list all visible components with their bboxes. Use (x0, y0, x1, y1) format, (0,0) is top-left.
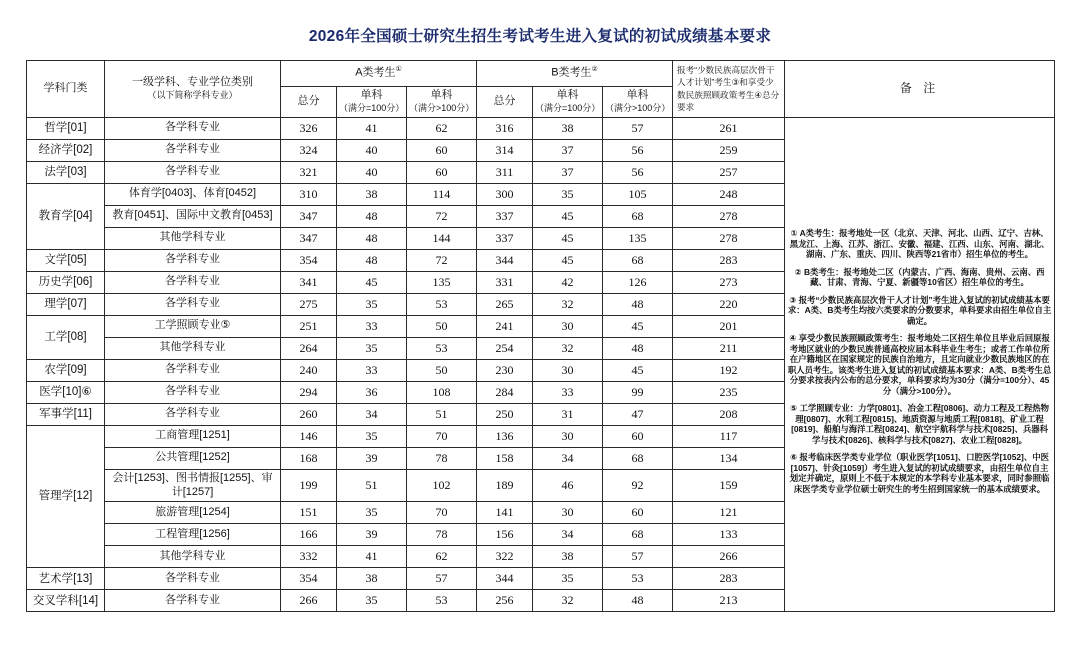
a-singleover100-cell: 70 (407, 502, 477, 524)
header-group-b-label: B类考生 (551, 66, 592, 79)
b-singleover100-cell: 57 (603, 117, 673, 139)
a-total-cell: 275 (281, 293, 337, 315)
a-single100-cell: 35 (337, 590, 407, 612)
discipline-category-cell: 管理学[12] (27, 425, 105, 568)
specialty-cell: 会计[1253]、图书情报[1255]、审计[1257] (105, 469, 281, 502)
a-single100-cell: 48 (337, 227, 407, 249)
specialty-cell: 各学科专业 (105, 249, 281, 271)
discipline-category-cell: 文学[05] (27, 249, 105, 271)
a-single100-cell: 40 (337, 161, 407, 183)
discipline-category-cell: 理学[07] (27, 293, 105, 315)
discipline-category-cell: 历史学[06] (27, 271, 105, 293)
b-singleover100-cell: 48 (603, 337, 673, 359)
b-singleover100-cell: 45 (603, 315, 673, 337)
b-singleover100-cell: 92 (603, 469, 673, 502)
b-total-cell: 331 (477, 271, 533, 293)
minority-total-cell: 278 (673, 205, 785, 227)
b-single100-cell: 45 (533, 249, 603, 271)
a-singleover100-cell: 70 (407, 425, 477, 447)
header-discipline-category: 学科门类 (27, 61, 105, 118)
table-row (27, 117, 1055, 139)
remark-note: ⑥ 报考临床医学类专业学位（职业医学[1051]、口腔医学[1052]、中医[1057]、针灸[1059]）考生进入复试的初试成绩要求，由招生单位自主划定并确定，原则上不低于本规定的本学科专业基本要求，同时参照临床医学类专业学位硕士研究生的考生招到国家统一的基本成绩要求。 (789, 452, 1050, 494)
b-single100-cell: 37 (533, 161, 603, 183)
b-total-cell: 311 (477, 161, 533, 183)
a-total-cell: 264 (281, 337, 337, 359)
b-single100-cell: 31 (533, 403, 603, 425)
b-singleover100-cell: 48 (603, 293, 673, 315)
specialty-cell: 各学科专业 (105, 590, 281, 612)
b-total-cell: 322 (477, 546, 533, 568)
a-single100-cell: 33 (337, 359, 407, 381)
a-single100-cell: 34 (337, 403, 407, 425)
b-total-cell: 156 (477, 524, 533, 546)
minority-total-cell: 278 (673, 227, 785, 249)
minority-total-cell: 208 (673, 403, 785, 425)
minority-total-cell: 283 (673, 568, 785, 590)
page-title: 2026年全国硕士研究生招生考试考生进入复试的初试成绩基本要求 (308, 28, 772, 45)
b-single100-cell: 45 (533, 205, 603, 227)
header-minority-policy: 报考“少数民族高层次骨干人才计划”考生③和享受少数民族照顾政策考生④总分要求 (673, 61, 785, 118)
b-single100-cell: 32 (533, 337, 603, 359)
specialty-cell: 工商管理[1251] (105, 425, 281, 447)
header-a-single-over100 (407, 87, 477, 118)
b-single100-cell: 32 (533, 293, 603, 315)
b-total-cell: 256 (477, 590, 533, 612)
b-singleover100-cell: 68 (603, 447, 673, 469)
b-singleover100-cell: 105 (603, 183, 673, 205)
b-singleover100-cell: 56 (603, 161, 673, 183)
specialty-cell: 各学科专业 (105, 359, 281, 381)
b-single100-cell: 45 (533, 227, 603, 249)
remark-note: ② B类考生：报考地处二区（内蒙古、广西、海南、贵州、云南、西藏、甘肃、青海、宁夏、新疆等10省区）招生单位的考生。 (794, 266, 1045, 288)
b-total-cell: 241 (477, 315, 533, 337)
b-total-cell: 344 (477, 249, 533, 271)
a-total-cell: 151 (281, 502, 337, 524)
a-single100-cell: 48 (337, 205, 407, 227)
a-single100-cell: 45 (337, 271, 407, 293)
a-singleover100-cell: 50 (407, 315, 477, 337)
a-singleover100-cell: 72 (407, 205, 477, 227)
header-first-level-sub: （以下简称学科专业） (147, 90, 238, 101)
a-single100-cell: 38 (337, 183, 407, 205)
b-single100-cell: 30 (533, 425, 603, 447)
specialty-cell: 各学科专业 (105, 568, 281, 590)
b-total-cell: 337 (477, 227, 533, 249)
b-single100-cell: 35 (533, 568, 603, 590)
a-single100-cell: 39 (337, 447, 407, 469)
remarks-cell (785, 117, 1055, 612)
discipline-category-cell: 经济学[02] (27, 139, 105, 161)
score-table-container (26, 60, 1054, 612)
minority-total-cell: 211 (673, 337, 785, 359)
a-singleover100-cell: 102 (407, 469, 477, 502)
specialty-cell: 各学科专业 (105, 293, 281, 315)
b-single100-cell: 32 (533, 590, 603, 612)
minority-total-cell: 134 (673, 447, 785, 469)
a-singleover100-cell: 114 (407, 183, 477, 205)
b-total-cell: 230 (477, 359, 533, 381)
a-single100-cell: 40 (337, 139, 407, 161)
b-singleover100-cell: 45 (603, 359, 673, 381)
header-b-single-over100-sub: （满分>100分） (605, 103, 671, 114)
b-total-cell: 158 (477, 447, 533, 469)
a-singleover100-cell: 53 (407, 293, 477, 315)
b-single100-cell: 30 (533, 315, 603, 337)
b-single100-cell: 34 (533, 524, 603, 546)
b-total-cell: 254 (477, 337, 533, 359)
b-singleover100-cell: 68 (603, 524, 673, 546)
table-body (27, 117, 1055, 612)
specialty-cell: 其他学科专业 (105, 337, 281, 359)
a-singleover100-cell: 62 (407, 117, 477, 139)
header-a-single-over100-main: 单科 (430, 89, 453, 102)
b-singleover100-cell: 57 (603, 546, 673, 568)
discipline-category-cell: 艺术学[13] (27, 568, 105, 590)
a-total-cell: 354 (281, 568, 337, 590)
b-single100-cell: 35 (533, 183, 603, 205)
a-total-cell: 354 (281, 249, 337, 271)
remark-note: ④ 享受少数民族照顾政策考生：报考地处二区招生单位且毕业后回原报考地区就业的少数民族普通高校应届本科毕业生考生；或者工作单位所在户籍地区在国家规定的民族自治地方，且定向就业少数民族地区的在职人员考生。该类考生进入复试的初试成绩基本要求：A类、B类考生总分要求按表内公布的总分要求，单科要求均为30分（满分=100分）、45分（满分>100分）。 (787, 333, 1052, 396)
a-singleover100-cell: 57 (407, 568, 477, 590)
discipline-category-cell: 交叉学科[14] (27, 590, 105, 612)
a-singleover100-cell: 78 (407, 524, 477, 546)
specialty-cell: 各学科专业 (105, 161, 281, 183)
specialty-cell: 体育学[0403]、体育[0452] (105, 183, 281, 205)
b-single100-cell: 30 (533, 359, 603, 381)
header-first-level-main: 一级学科、专业学位类别 (132, 76, 253, 89)
discipline-category-cell: 教育学[04] (27, 183, 105, 249)
header-group-b (477, 61, 673, 87)
header-first-level-discipline (105, 61, 281, 118)
minority-total-cell: 283 (673, 249, 785, 271)
header-a-single-100 (337, 87, 407, 118)
b-single100-cell: 38 (533, 546, 603, 568)
b-singleover100-cell: 47 (603, 403, 673, 425)
specialty-cell: 其他学科专业 (105, 227, 281, 249)
b-singleover100-cell: 48 (603, 590, 673, 612)
header-remarks: 备 注 (785, 61, 1055, 118)
score-requirements-table (26, 60, 1055, 612)
b-total-cell: 265 (477, 293, 533, 315)
b-singleover100-cell: 53 (603, 568, 673, 590)
header-b-single-100 (533, 87, 603, 118)
a-total-cell: 146 (281, 425, 337, 447)
specialty-cell: 各学科专业 (105, 403, 281, 425)
a-singleover100-cell: 50 (407, 359, 477, 381)
a-singleover100-cell: 78 (407, 447, 477, 469)
b-total-cell: 189 (477, 469, 533, 502)
specialty-cell: 工学照顾专业⑤ (105, 315, 281, 337)
b-total-cell: 141 (477, 502, 533, 524)
a-single100-cell: 35 (337, 293, 407, 315)
specialty-cell: 各学科专业 (105, 139, 281, 161)
discipline-category-cell: 哲学[01] (27, 117, 105, 139)
minority-total-cell: 259 (673, 139, 785, 161)
minority-total-cell: 159 (673, 469, 785, 502)
a-singleover100-cell: 60 (407, 139, 477, 161)
b-singleover100-cell: 56 (603, 139, 673, 161)
table-header (27, 61, 1055, 118)
minority-total-cell: 133 (673, 524, 785, 546)
minority-total-cell: 117 (673, 425, 785, 447)
minority-total-cell: 220 (673, 293, 785, 315)
a-single100-cell: 39 (337, 524, 407, 546)
b-single100-cell: 37 (533, 139, 603, 161)
a-total-cell: 166 (281, 524, 337, 546)
discipline-category-cell: 农学[09] (27, 359, 105, 381)
minority-total-cell: 248 (673, 183, 785, 205)
a-total-cell: 240 (281, 359, 337, 381)
b-total-cell: 344 (477, 568, 533, 590)
specialty-cell: 工程管理[1256] (105, 524, 281, 546)
b-singleover100-cell: 68 (603, 205, 673, 227)
b-singleover100-cell: 68 (603, 249, 673, 271)
header-group-a-sup: ① (395, 66, 402, 74)
a-single100-cell: 41 (337, 117, 407, 139)
a-singleover100-cell: 144 (407, 227, 477, 249)
a-total-cell: 326 (281, 117, 337, 139)
a-single100-cell: 35 (337, 425, 407, 447)
minority-total-cell: 213 (673, 590, 785, 612)
discipline-category-cell: 法学[03] (27, 161, 105, 183)
header-group-b-sup: ② (591, 66, 598, 74)
discipline-category-cell: 军事学[11] (27, 403, 105, 425)
minority-total-cell: 257 (673, 161, 785, 183)
specialty-cell: 各学科专业 (105, 117, 281, 139)
b-total-cell: 136 (477, 425, 533, 447)
a-total-cell: 310 (281, 183, 337, 205)
a-total-cell: 341 (281, 271, 337, 293)
a-singleover100-cell: 135 (407, 271, 477, 293)
a-total-cell: 294 (281, 381, 337, 403)
a-total-cell: 347 (281, 205, 337, 227)
a-total-cell: 266 (281, 590, 337, 612)
remark-note: ① A类考生：报考地处一区（北京、天津、河北、山西、辽宁、吉林、黑龙江、上海、江苏、浙江、安徽、福建、江西、山东、河南、湖北、湖南、广东、重庆、四川、陕西等21省市）招生单位的考生。 (789, 228, 1050, 260)
minority-total-cell: 266 (673, 546, 785, 568)
b-total-cell: 284 (477, 381, 533, 403)
header-b-single-100-main: 单科 (556, 89, 579, 102)
a-single100-cell: 33 (337, 315, 407, 337)
minority-total-cell: 201 (673, 315, 785, 337)
b-single100-cell: 46 (533, 469, 603, 502)
a-single100-cell: 51 (337, 469, 407, 502)
specialty-cell: 各学科专业 (105, 271, 281, 293)
a-total-cell: 251 (281, 315, 337, 337)
header-b-total: 总分 (477, 87, 533, 118)
a-total-cell: 332 (281, 546, 337, 568)
b-single100-cell: 42 (533, 271, 603, 293)
specialty-cell: 其他学科专业 (105, 546, 281, 568)
specialty-cell: 公共管理[1252] (105, 447, 281, 469)
specialty-cell: 教育[0451]、国际中文教育[0453] (105, 205, 281, 227)
minority-total-cell: 235 (673, 381, 785, 403)
a-total-cell: 168 (281, 447, 337, 469)
specialty-cell: 各学科专业 (105, 381, 281, 403)
a-singleover100-cell: 62 (407, 546, 477, 568)
minority-total-cell: 261 (673, 117, 785, 139)
a-singleover100-cell: 53 (407, 337, 477, 359)
header-a-single-100-main: 单科 (360, 89, 383, 102)
b-single100-cell: 30 (533, 502, 603, 524)
minority-total-cell: 121 (673, 502, 785, 524)
a-singleover100-cell: 53 (407, 590, 477, 612)
minority-total-cell: 273 (673, 271, 785, 293)
b-total-cell: 250 (477, 403, 533, 425)
a-single100-cell: 38 (337, 568, 407, 590)
remark-note: ⑤ 工学照顾专业：力学[0801]、冶金工程[0806]、动力工程及工程热物理[0807]、水利工程[0815]、地质资源与地质工程[0818]、矿业工程[0819]、船舶与海洋工程[0824]、航空宇航科学与技术[0825]、兵器科学与技术[0826]、核科学与技术[0827]、农业工程[0828]。 (790, 403, 1049, 445)
header-b-single-100-sub: （满分=100分） (535, 103, 601, 114)
b-singleover100-cell: 99 (603, 381, 673, 403)
a-singleover100-cell: 60 (407, 161, 477, 183)
b-single100-cell: 38 (533, 117, 603, 139)
a-total-cell: 260 (281, 403, 337, 425)
header-group-a (281, 61, 477, 87)
b-singleover100-cell: 60 (603, 502, 673, 524)
remark-note: ③ 报考“少数民族高层次骨干人才计划”考生进入复试的初试成绩基本要求：A类、B类考生均按六类要求的分数要求，单科要求由招生单位自主确定。 (787, 294, 1052, 326)
b-total-cell: 314 (477, 139, 533, 161)
discipline-category-cell: 医学[10]⑥ (27, 381, 105, 403)
b-single100-cell: 33 (533, 381, 603, 403)
a-total-cell: 321 (281, 161, 337, 183)
discipline-category-cell: 工学[08] (27, 315, 105, 359)
a-single100-cell: 35 (337, 502, 407, 524)
a-single100-cell: 35 (337, 337, 407, 359)
header-b-single-over100 (603, 87, 673, 118)
a-single100-cell: 48 (337, 249, 407, 271)
a-singleover100-cell: 72 (407, 249, 477, 271)
header-a-single-over100-sub: （满分>100分） (409, 103, 475, 114)
document-page (0, 24, 1080, 655)
b-singleover100-cell: 135 (603, 227, 673, 249)
a-single100-cell: 41 (337, 546, 407, 568)
a-singleover100-cell: 108 (407, 381, 477, 403)
b-total-cell: 300 (477, 183, 533, 205)
b-total-cell: 316 (477, 117, 533, 139)
minority-total-cell: 192 (673, 359, 785, 381)
a-total-cell: 199 (281, 469, 337, 502)
header-b-single-over100-main: 单科 (626, 89, 649, 102)
b-single100-cell: 34 (533, 447, 603, 469)
b-singleover100-cell: 126 (603, 271, 673, 293)
a-singleover100-cell: 51 (407, 403, 477, 425)
b-total-cell: 337 (477, 205, 533, 227)
b-singleover100-cell: 60 (603, 425, 673, 447)
a-total-cell: 324 (281, 139, 337, 161)
a-total-cell: 347 (281, 227, 337, 249)
specialty-cell: 旅游管理[1254] (105, 502, 281, 524)
header-group-a-label: A类考生 (355, 66, 396, 79)
header-a-single-100-sub: （满分=100分） (339, 103, 405, 114)
a-single100-cell: 36 (337, 381, 407, 403)
header-a-total: 总分 (281, 87, 337, 118)
